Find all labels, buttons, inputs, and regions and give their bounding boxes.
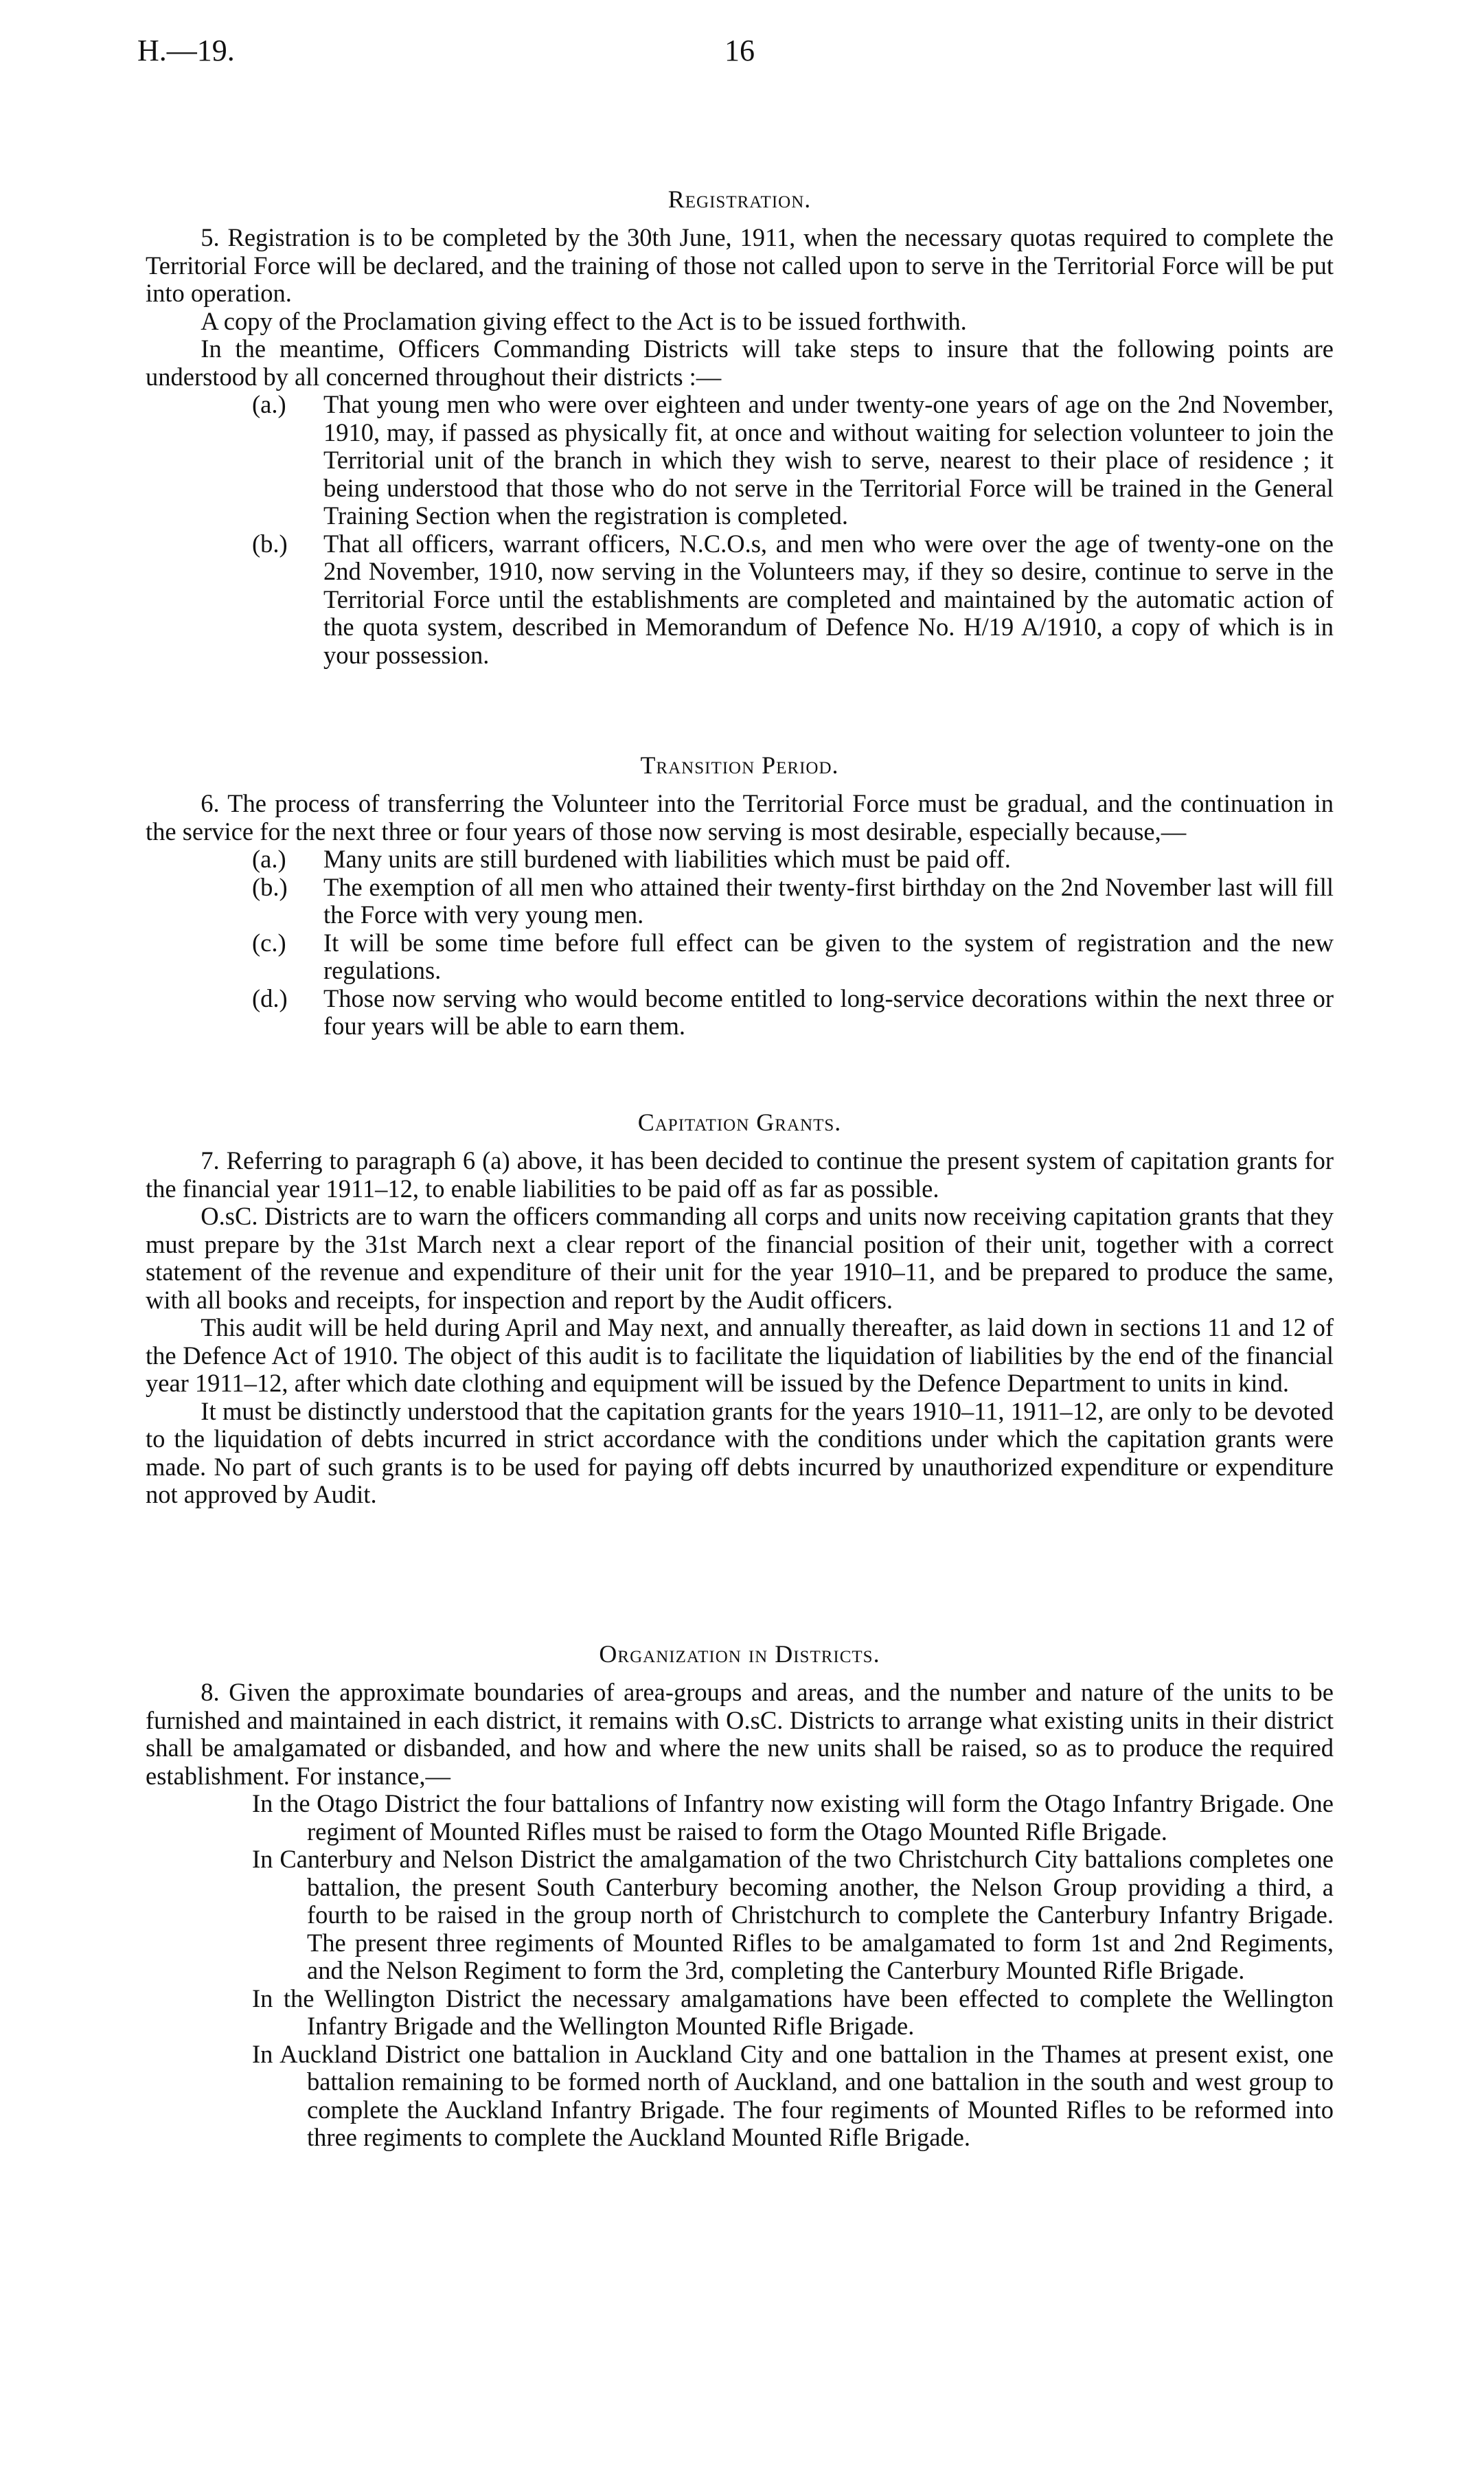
item-text: That young men who were over eighteen and under twenty-one years of age on the 2nd November, 1910, may, if passed as physically fit, at once and without waiting for selection volunteer to join the Territorial unit of the branch in which they wish to serve, nearest to their place of residence ; it being understood that those who do not serve in the Territorial Force will be trained in the General Training Section when the registration is completed. xyxy=(323,390,1334,530)
section-capitation-grants xyxy=(146,1107,1334,1509)
list-item xyxy=(252,874,1334,929)
section-registration xyxy=(146,184,1334,669)
list-item xyxy=(252,985,1334,1041)
item-text: Those now serving who would become entitled to long-service decorations within the next three or four years will be able to earn them. xyxy=(323,984,1334,1040)
paragraph: 6. The process of transferring the Volunteer into the Territorial Force must be gradual, and the continuation in the service for the next three or four years of those now serving is most desirable, especially because,— xyxy=(146,789,1334,846)
item-label: (c.) xyxy=(252,928,286,957)
page-number: 16 xyxy=(724,34,755,67)
item-label: (a.) xyxy=(252,845,286,873)
item-label: (d.) xyxy=(252,984,288,1012)
item-text: Many units are still burdened with liabilities which must be paid off. xyxy=(323,845,1011,873)
paragraph: A copy of the Proclamation giving effect to the Act is to be issued forthwith. xyxy=(201,306,967,335)
paragraph: In the meantime, Officers Commanding Districts will take steps to insure that the following points are understood by all concerned throughout their districts :— xyxy=(146,334,1334,391)
document-reference: H.—19. xyxy=(137,34,235,67)
list-item xyxy=(252,391,1334,530)
district-item: In the Wellington District the necessary amalgamations have been effected to complete the Wellington Infantry Brigade and the Wellington Mounted Rifle Brigade. xyxy=(252,1984,1334,2040)
section-heading: Organization in Districts. xyxy=(599,1640,880,1668)
list-item xyxy=(252,929,1334,985)
list-item xyxy=(252,846,1334,874)
district-item: In the Otago District the four battalions of Infantry now existing will form the Otago Infantry Brigade. One regiment of Mounted Rifles must be raised to form the Otago Mounted Rifle Brigade. xyxy=(252,1789,1334,1846)
item-text: That all officers, warrant officers, N.C.O.s, and men who were over the age of twenty-one on the 2nd November, 1910, now serving in the Volunteers may, if they so desire, continue to serve in the Territorial Force until the establishments are completed and maintained by the automatic action of the quota system, described in Memorandum of Defence No. H/19 A/1910, a copy of which is in your possession. xyxy=(323,529,1334,669)
paragraph: 7. Referring to paragraph 6 (a) above, it has been decided to continue the present system of capitation grants for the financial year 1911–12, to enable liabilities to be paid off as far as possible. xyxy=(146,1146,1334,1203)
section-heading: Transition Period. xyxy=(640,751,839,779)
item-label: (b.) xyxy=(252,872,288,901)
paragraph: 8. Given the approximate boundaries of area-groups and areas, and the number and nature of the units to be furnished and maintained in each district, it remains with O.sC. Districts to arrange what existing units in their district shall be amalgamated or disbanded, and how and where the new units shall be raised, so as to produce the required establishment. For instance,— xyxy=(146,1678,1334,1790)
list-item xyxy=(252,530,1334,670)
district-item: In Canterbury and Nelson District the amalgamation of the two Christchurch City battalions completes one battalion, the present South Canterbury becoming another, the Nelson Group providing a third, a fourth to be raised in the group north of Christchurch to complete the Canterbury Infantry Brigade. The present three regiments of Mounted Rifles to be amalgamated to form 1st and 2nd Regiments, and the Nelson Regiment to form the 3rd, completing the Canterbury Mounted Rifle Brigade. xyxy=(252,1845,1334,1984)
item-text: The exemption of all men who attained their twenty-first birthday on the 2nd November last will fill the Force with very young men. xyxy=(323,872,1334,929)
section-heading: Registration. xyxy=(667,185,812,213)
paragraph: This audit will be held during April and May next, and annually thereafter, as laid down in sections 11 and 12 of the Defence Act of 1910. The object of this audit is to facilitate the liquidation of liabilities by the end of the financial year 1911–12, after which date clothing and equipment will be issued by the Defence Department to units in kind. xyxy=(146,1313,1334,1397)
item-text: It will be some time before full effect can be given to the system of registration and the new regulations. xyxy=(323,928,1334,984)
paragraph: 5. Registration is to be completed by the 30th June, 1911, when the necessary quotas required to complete the Territorial Force will be declared, and the training of those not called upon to serve in the Territorial Force will be put into operation. xyxy=(146,223,1334,307)
section-heading: Capitation Grants. xyxy=(637,1109,842,1136)
section-transition-period xyxy=(146,750,1334,1041)
item-label: (b.) xyxy=(252,529,288,558)
paragraph: It must be distinctly understood that the capitation grants for the years 1910–11, 1911–12, are only to be devoted to the liquidation of debts incurred in strict accordance with the conditions under which the capitation grants were made. No part of such grants is to be used for paying off debts incurred by unauthorized expenditure or expenditure not approved by Audit. xyxy=(146,1396,1334,1508)
paragraph: O.sC. Districts are to warn the officers commanding all corps and units now receiving capitation grants that they must prepare by the 31st March next a clear report of the financial position of their unit, together with a correct statement of the revenue and expenditure of their unit for the year 1910–11, and be prepared to produce the same, with all books and receipts, for inspection and report by the Audit officers. xyxy=(146,1202,1334,1314)
section-organization-in-districts xyxy=(146,1639,1334,2152)
district-item: In Auckland District one battalion in Auckland City and one battalion in the Thames at present exist, one battalion remaining to be formed north of Auckland, and one battalion in the south and west group to complete the Auckland Infantry Brigade. The four regiments of Mounted Rifles to be reformed into three regiments to complete the Auckland Mounted Rifle Brigade. xyxy=(252,2039,1334,2151)
item-label: (a.) xyxy=(252,390,286,418)
